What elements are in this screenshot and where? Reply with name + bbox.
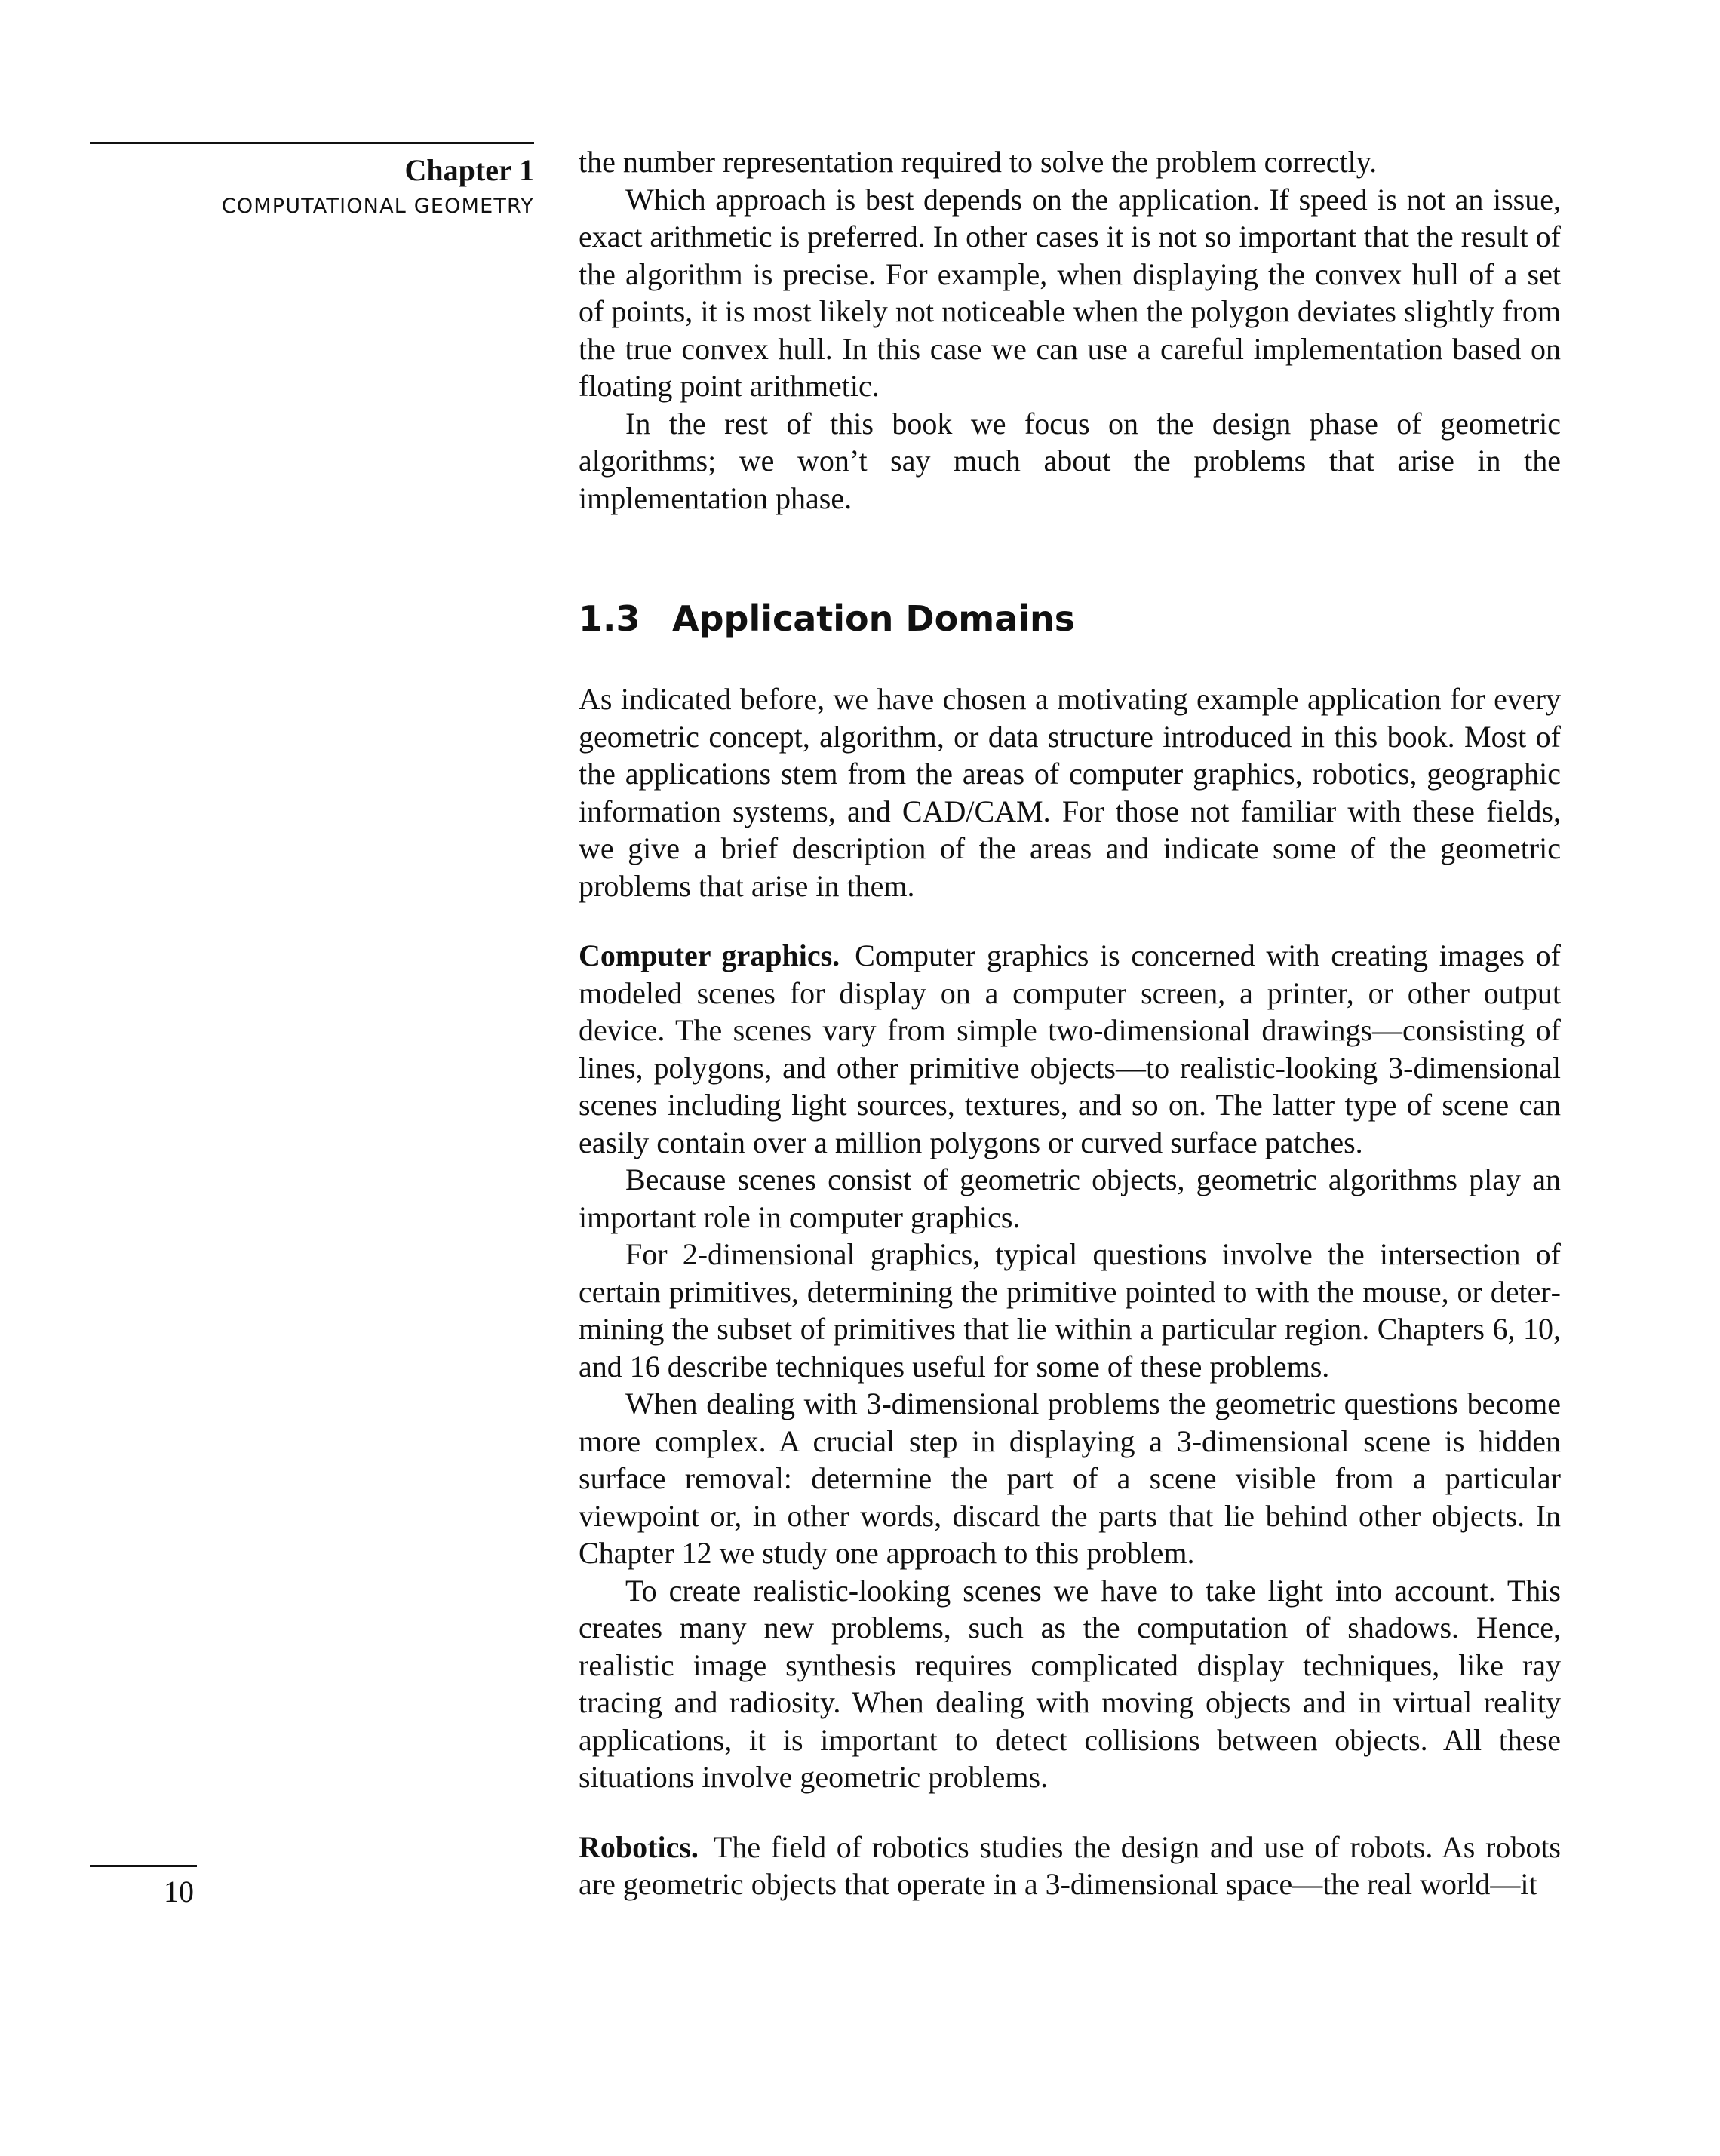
section-title: Application Domains [672, 598, 1076, 639]
chapter-title: COMPUTATIONAL GEOMETRY [221, 195, 534, 218]
paragraph: In the rest of this book we focus on the design phase of geometric algorithms; we won’t say much about the problems that arise in the implementation phase. [579, 406, 1561, 515]
robotics-text: The field of robotics studies the design and use of robots. As robots are geometric objects that operate in a 3-dimensional space—the real world—it [579, 1829, 1561, 1901]
paragraph: When dealing with 3-dimensional problems the geometric questions become more complex. A crucial step in displaying a 3-dimensional scene is hidden surface removal: determine the part of a scene visible from a particular viewpoint or, in other words, discard the parts that lie behind other objects. In Chapter 12 we study one approach to this problem. [579, 1387, 1561, 1570]
computer-graphics-text: Computer graphics is concerned with creating images of modeled scenes for display on a computer screen, a printer, or other output device. The scenes vary from simple two-dimensional drawings—consisting of lines, polygons, and other primitive objects—to realistic-looking 3-dimensional scenes including light sources, textures, and so on. The latter type of scene can easily contain over a million polygons or curved surface patches. [579, 938, 1562, 1159]
paragraph: Which approach is best depends on the application. If speed is not an issue, exact arithmetic is preferred. In other cases it is not so important that the result of the algorithm is precise. For example, when displaying the convex hull of a set of points, it is most likely not noticeable when the polygon deviates slightly from the true convex hull. In this case we can use a careful implementation based on floating point arithmetic. [579, 182, 1561, 403]
page-number: 10 [164, 1875, 194, 1909]
robotics-heading: Robotics. [579, 1829, 699, 1864]
section-intro: As indicated before, we have chosen a motivating example application for every geometric concept, algorithm, or data structure introduced in this book. Most of the applications stem from the areas of computer graphics, robotics, geographic information systems, and CAD/CAM. For those not familiar with these fields, we give a brief description of the areas and indicate some of the geometric problems that arise in them. [579, 682, 1561, 903]
chapter-rule [90, 142, 534, 144]
section-number: 1.3 [579, 598, 640, 639]
page-number-rule [90, 1865, 197, 1867]
paragraph: the number representation required to solve the problem correctly. [579, 145, 1378, 179]
paragraph: To create realistic-looking scenes we have to take light into account. This creates many new problems, such as the computation of shadows. Hence, realistic image synthesis requires complicated display techniques, like ray tracing and radiosity. When dealing with moving objects and in virtual reality applications, it is important to detect collisions between objects. All these situations involve geometric problems. [579, 1573, 1561, 1794]
computer-graphics-paragraph [579, 937, 1561, 1161]
robotics-paragraph [579, 1829, 1561, 1903]
computer-graphics-heading: Computer graphics. [579, 938, 840, 972]
paragraph: Because scenes consist of geometric objects, geometric algorithms play an important role in computer graphics. [579, 1162, 1561, 1234]
chapter-label: Chapter 1 [404, 153, 534, 187]
paragraph: For 2-dimensional graphics, typical questions involve the intersection of certain primitives, determining the primitive pointed to with the mouse, or determining the subset of primitives that lie within a particular region. Chapters 6, 10, and 16 describe techniques useful for some of these problems. [579, 1237, 1561, 1384]
section-heading [579, 596, 1561, 641]
body-text [579, 143, 1561, 1903]
